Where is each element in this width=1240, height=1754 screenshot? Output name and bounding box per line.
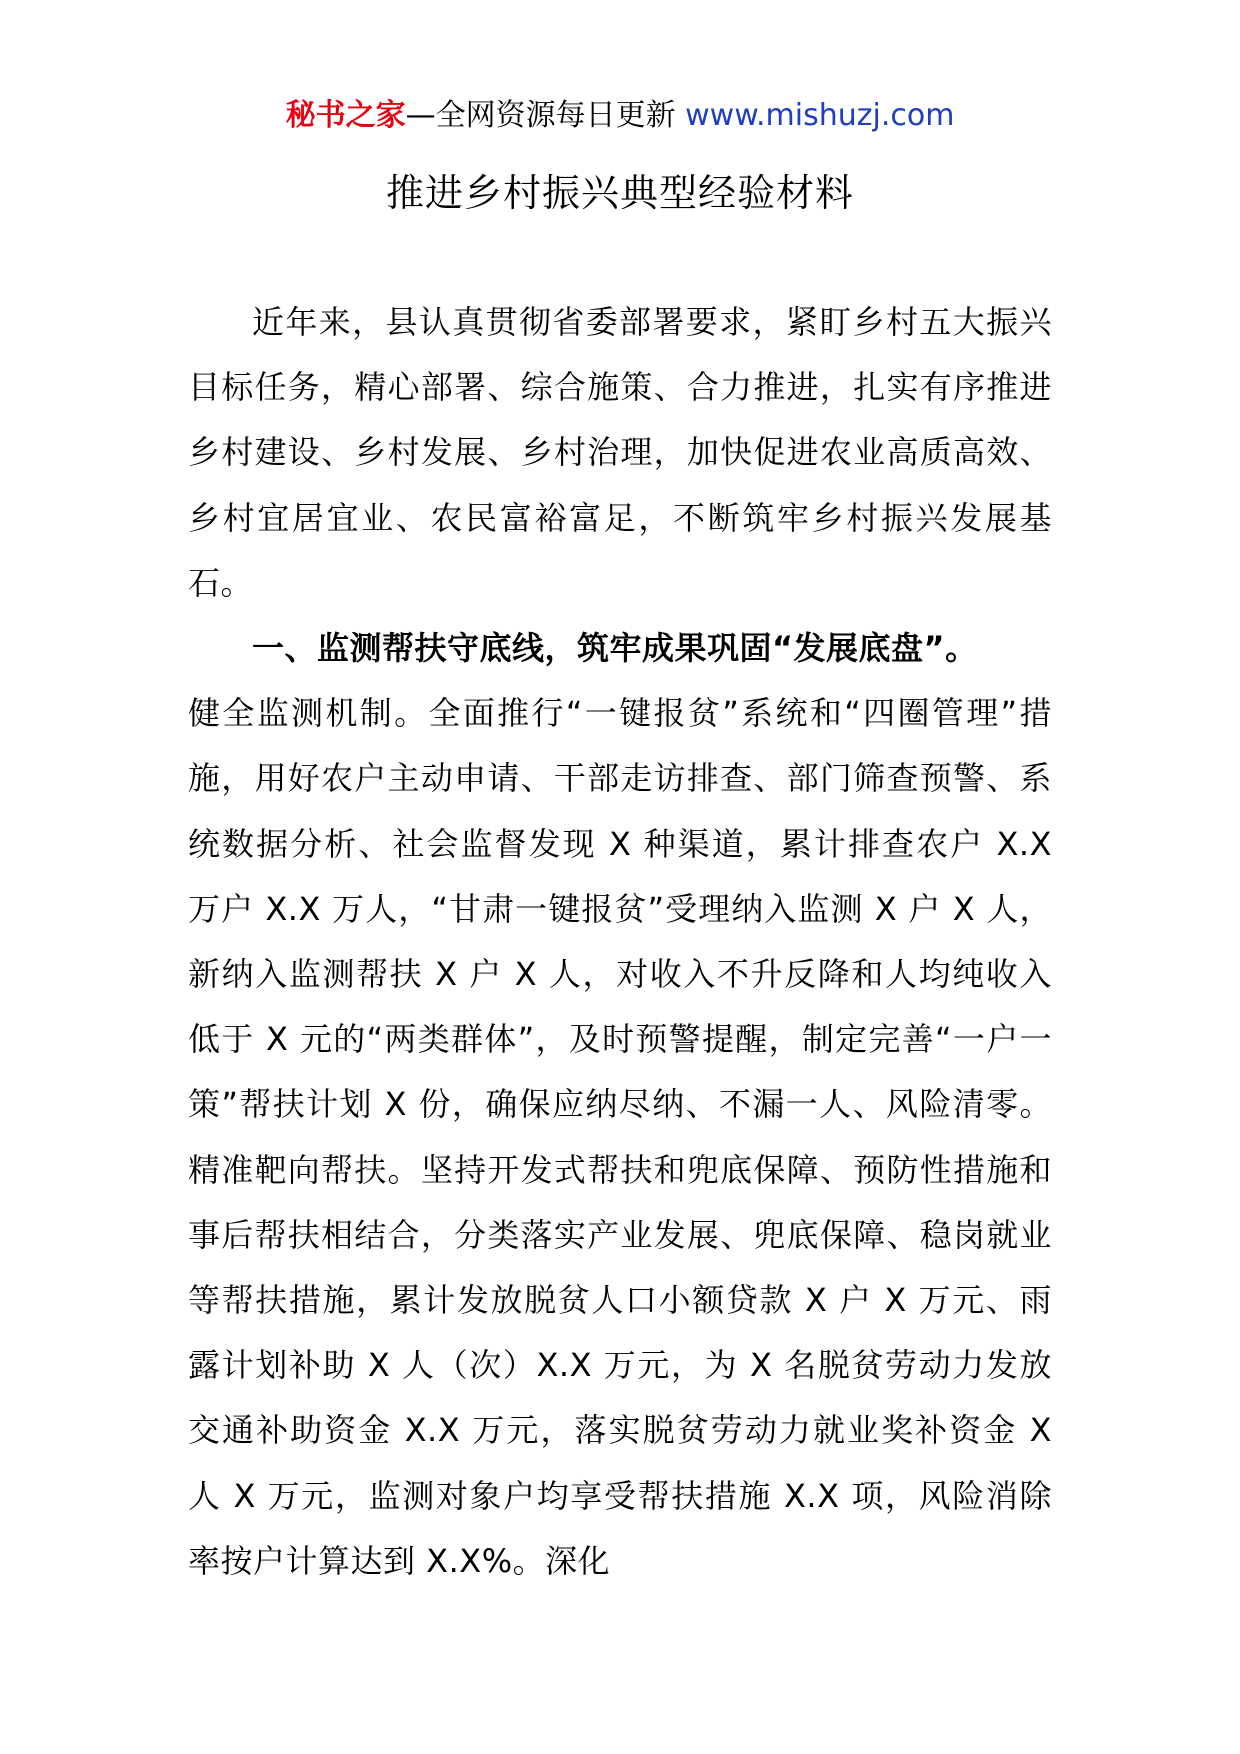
document-title: 推进乡村振兴典型经验材料 [385, 171, 854, 215]
section-1-heading: 一、监测帮扶守底线，筑牢成果巩固“发展底盘”。 [252, 629, 978, 668]
document-body [188, 290, 1052, 1594]
site-url-link[interactable]: www.mishuzj.com [685, 98, 955, 133]
section-1-paragraph [188, 616, 1052, 681]
header-tagline: —全网资源每日更新 [405, 98, 676, 133]
site-header [0, 96, 1240, 136]
brand-name: 秘书之家 [285, 98, 406, 133]
section-1-body: 健全监测机制。全面推行“一键报贫”系统和“四圈管理”措施，用好农户主动申请、干部走访排查、部门筛查预警、系统数据分析、社会监督发现 X 种渠道，累计排查农户 X.X 万户 X.X 万人，“甘肃一键报贫”受理纳入监测 X 户 X 人，新纳入监测帮扶 X 户 X 人，对收入不升反降和人均纯收入低于 X 元的“两类群体”，及时预警提醒，制定完善“一户一策”帮扶计划 X 份，确保应纳尽纳、不漏一人、风险清零。精准靶向帮扶。坚持开发式帮扶和兜底保障、预防性措施和事后帮扶相结合，分类落实产业发展、兜底保障、稳岗就业等帮扶措施，累计发放脱贫人口小额贷款 X 户 X 万元、雨露计划补助 X 人（次）X.X 万元，为 X 名脱贫劳动力发放交通补助资金 X.X 万元，落实脱贫劳动力就业奖补资金 X 人 X 万元，监测对象户均享受帮扶措施 X.X 项，风险消除率按户计算达到 X.X%。深化 [188, 694, 1052, 1580]
intro-paragraph: 近年来，县认真贯彻省委部署要求，紧盯乡村五大振兴目标任务，精心部署、综合施策、合力推进，扎实有序推进乡村建设、乡村发展、乡村治理，加快促进农业高质高效、乡村宜居宜业、农民富裕富足，不断筑牢乡村振兴发展基石。 [188, 303, 1052, 602]
